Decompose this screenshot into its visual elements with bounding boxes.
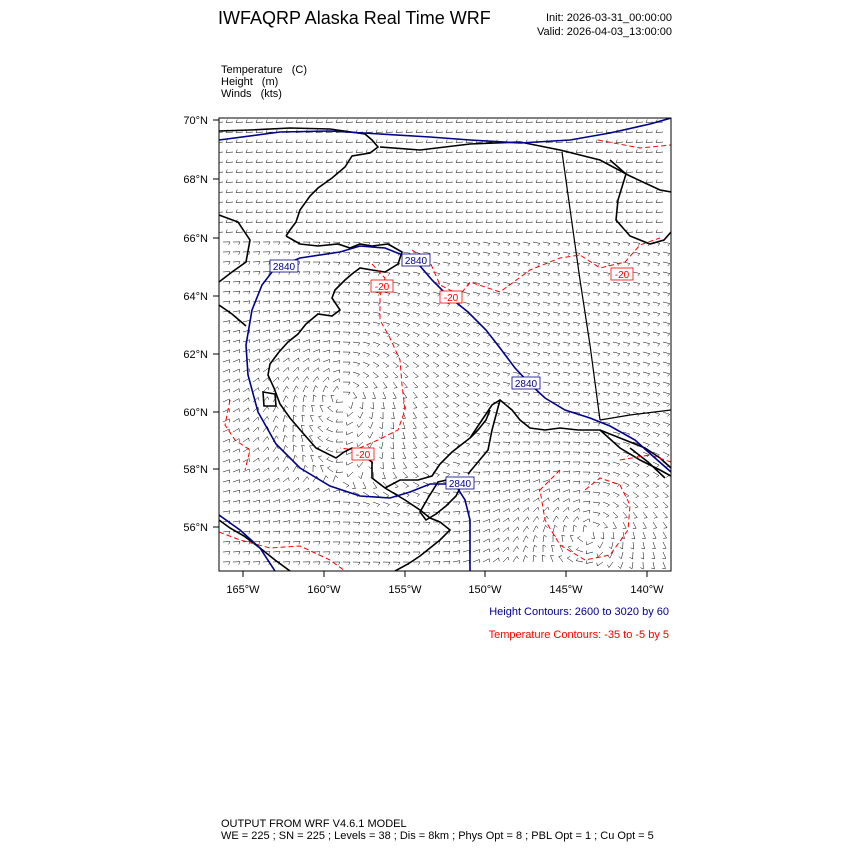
temp-contour-2: [412, 238, 660, 295]
coast-peninsula: [385, 488, 450, 571]
lat-label-68: 68°N: [183, 174, 208, 186]
wind-barb-field: [216, 120, 670, 570]
lon-ticks: [243, 571, 647, 577]
height-label-1: [270, 260, 298, 273]
init-time: Init: 2026-03-31_00:00:00: [546, 12, 672, 24]
height-label-2: [402, 254, 430, 267]
coast-beaufort: [380, 142, 671, 192]
temp-label-2-text: -20: [443, 293, 459, 304]
temp-label-3-text: -20: [614, 270, 630, 281]
lat-label-58: 58°N: [183, 464, 208, 476]
wind-barbs: [216, 120, 670, 570]
model-footer-line1: OUTPUT FROM WRF V4.6.1 MODEL: [221, 818, 407, 830]
lat-label-66: 66°N: [183, 233, 208, 245]
temp-contour-6: [540, 470, 630, 560]
temp-label-4-text: -20: [355, 450, 371, 461]
temp-label-3: [611, 268, 633, 281]
field-winds-unit: (kts): [260, 88, 282, 100]
temp-contour-4: [225, 400, 250, 470]
height-label-1-text: 2840: [272, 262, 296, 273]
valid-time: Valid: 2026-04-03_13:00:00: [537, 26, 672, 38]
lon-label-155: 155°W: [388, 584, 422, 596]
lat-ticks: [213, 120, 219, 527]
coast-panhandle: [600, 430, 671, 478]
temperature-contour-legend: Temperature Contours: -35 to -5 by 5: [488, 629, 669, 641]
field-height-name: Height: [221, 76, 253, 88]
height-label-3-text: 2840: [514, 379, 538, 390]
field-height-unit: (m): [261, 76, 279, 88]
lat-label-64: 64°N: [183, 291, 208, 303]
coastlines: [219, 128, 671, 571]
field-temperature-name: Temperature: [221, 64, 283, 76]
lat-labels: [183, 115, 208, 534]
model-footer-line2: WE = 225 ; SN = 225 ; Levels = 38 ; Dis = 8km ; Phys Opt = 8 ; PBL Opt = 1 ; Cu Opt = 5: [221, 830, 654, 842]
height-contour-legend: Height Contours: 2600 to 3020 by 60: [489, 606, 669, 618]
lat-label-70: 70°N: [183, 115, 208, 127]
height-label-2-text: 2840: [404, 256, 428, 267]
lat-label-60: 60°N: [183, 407, 208, 419]
lat-label-62: 62°N: [183, 349, 208, 361]
map-title: IWFAQRP Alaska Real Time WRF: [218, 8, 491, 28]
lon-labels: [226, 584, 664, 596]
coast-chukotka: [219, 305, 246, 326]
lon-label-140: 140°W: [630, 584, 664, 596]
coast-aleutians: [219, 520, 290, 571]
lon-label-145: 145°W: [549, 584, 583, 596]
temp-label-1-text: -20: [374, 282, 390, 293]
lat-label-56: 56°N: [183, 522, 208, 534]
temp-contour-3: [598, 140, 671, 148]
temp-label-2: [440, 291, 462, 304]
temp-label-4: [352, 448, 374, 461]
border-bc: [600, 410, 671, 420]
coast-nunivak: [263, 392, 276, 406]
field-winds-name: Winds: [221, 88, 252, 100]
field-temperature-unit: (C): [291, 64, 308, 76]
lon-label-150: 150°W: [468, 584, 502, 596]
lon-label-165: 165°W: [226, 584, 260, 596]
coast-west: [268, 236, 402, 488]
height-contour-sw: [219, 515, 275, 571]
height-label-3: [512, 377, 540, 390]
temp-label-1: [371, 280, 393, 293]
height-label-4: [446, 477, 474, 490]
height-label-4-text: 2840: [448, 479, 472, 490]
coast-cook-inlet: [468, 400, 500, 474]
lon-label-160: 160°W: [307, 584, 341, 596]
